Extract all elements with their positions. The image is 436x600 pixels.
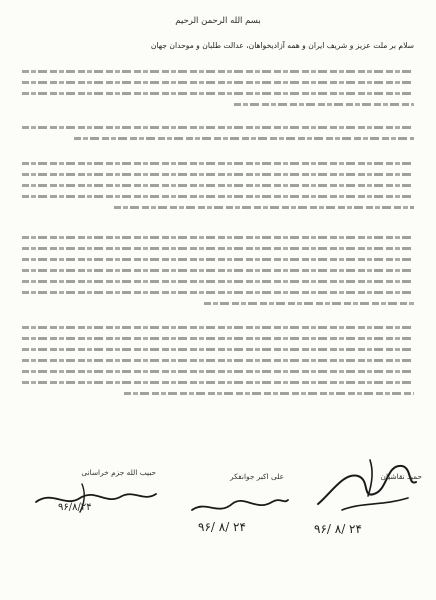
paragraph-1 [22, 70, 414, 114]
text-line [22, 291, 414, 294]
signature-name: حمید نقاشیان [380, 472, 422, 481]
text-line [22, 162, 414, 165]
text-line [22, 381, 414, 384]
text-line [22, 81, 414, 84]
text-line [74, 137, 414, 140]
text-line [124, 392, 414, 395]
text-line [22, 126, 414, 129]
paragraph-2 [22, 126, 414, 148]
signature-date: ۹۶/۸/۲۴ [58, 502, 92, 513]
salutation-line: سلام بر ملت عزیز و شریف ایران و همه آزادیخواهان، عدالت طلبان و موحدان جهان [150, 41, 414, 50]
paragraph-3 [22, 162, 414, 217]
handwritten-signature-icon [182, 482, 292, 522]
text-line [22, 173, 414, 176]
text-line [22, 269, 414, 272]
signature-name: حبیب الله جزم خراسانی [81, 468, 156, 477]
paragraph-4 [22, 236, 414, 313]
text-line [22, 247, 414, 250]
text-line [204, 302, 414, 305]
handwritten-signature-icon [312, 452, 422, 520]
text-line [234, 103, 414, 106]
text-line [22, 337, 414, 340]
text-line [22, 70, 414, 73]
text-line [22, 258, 414, 261]
text-line [22, 184, 414, 187]
signature-block-1 [312, 452, 422, 536]
text-line [22, 370, 414, 373]
text-line [22, 326, 414, 329]
signature-date: ۹۶/ ۸/ ۲۴ [198, 520, 246, 534]
paragraph-5 [22, 326, 414, 403]
text-line [22, 280, 414, 283]
text-line [114, 206, 414, 209]
bismillah-heading: بسم الله الرحمن الرحيم [175, 16, 261, 26]
text-line [22, 359, 414, 362]
signature-name: علی اکبر جوانفکر [230, 472, 284, 481]
text-line [22, 348, 414, 351]
handwritten-signature-icon [22, 478, 162, 518]
text-line [22, 195, 414, 198]
text-line [22, 236, 414, 239]
signature-date: ۹۶/ ۸/ ۲۴ [314, 522, 362, 536]
text-line [22, 92, 414, 95]
